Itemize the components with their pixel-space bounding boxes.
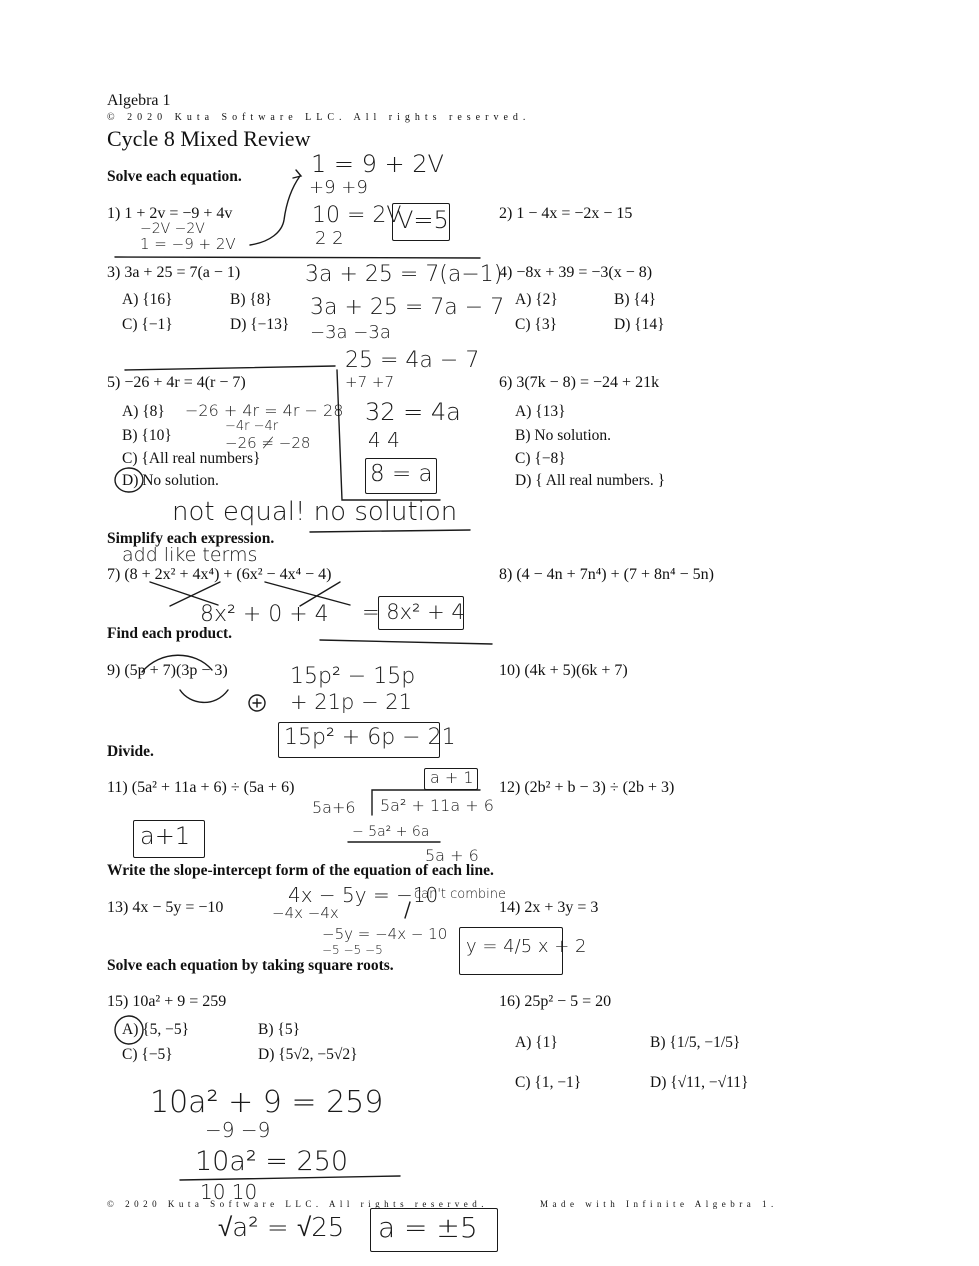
hw-p13-line1: 4x − 5y = −10	[288, 883, 439, 907]
hw-p5-line1: −26 + 4r = 4r − 28	[185, 401, 344, 420]
section-product-heading: Find each product.	[107, 625, 233, 642]
section-divide-heading: Divide.	[107, 743, 154, 760]
hw-p15-line2: −9 −9	[205, 1118, 271, 1142]
hw-p5-note: not equal! no solution	[172, 497, 458, 527]
problem-12: 12) (2b² + b − 3) ÷ (2b + 3)	[499, 779, 675, 796]
p15-answer-circle	[115, 1016, 143, 1044]
note-underline	[310, 530, 470, 532]
problem-15-option-a: A) {5, −5}	[122, 1021, 190, 1038]
p3-divider-line	[115, 257, 480, 258]
p5-top-line	[125, 366, 335, 370]
hw-p7-answer: = 8x² + 4	[362, 600, 465, 624]
worksheet-title: Cycle 8 Mixed Review	[107, 126, 311, 151]
hw-p13-line3: −5y = −4x − 10	[322, 925, 448, 943]
hw-p15-line1: 10a² + 9 = 259	[150, 1085, 384, 1120]
problem-16-option-a: A) {1}	[515, 1034, 558, 1051]
hw-p3-line7: 4 4	[368, 428, 400, 452]
hw-p7-note: add like terms	[122, 544, 258, 566]
problem-15-option-b: B) {5}	[258, 1021, 301, 1038]
p9-foil-arc-bottom	[180, 690, 228, 702]
problem-10: 10) (4k + 5)(6k + 7)	[499, 662, 628, 679]
footer-made-with: Made with Infinite Algebra 1.	[540, 1199, 778, 1209]
hw-p1-line5: −2V −2V	[140, 221, 205, 237]
problem-3: 3) 3a + 25 = 7(a − 1)	[107, 264, 241, 281]
hw-p5-line2: −4r −4r	[225, 419, 279, 434]
section-solve-heading: Solve each equation.	[107, 168, 242, 185]
section-roots-heading: Solve each equation by taking square roots.	[107, 957, 394, 974]
problem-15-option-c: C) {−5}	[122, 1046, 173, 1063]
problem-3-option-c: C) {−1}	[122, 316, 173, 333]
hw-p13-answer: y = 4/5 x + 2	[466, 936, 587, 957]
hw-p11-quotient: a + 1	[430, 768, 474, 787]
hw-p11-divisor: 5a+6	[312, 798, 356, 817]
footer-copyright: © 2020 Kuta Software LLC. All rights reserved.	[107, 1199, 489, 1209]
hw-p9-answer: 15p² + 6p − 21	[284, 725, 456, 750]
hw-p5-line3: −26 ≠ −28	[225, 434, 311, 452]
problem-8: 8) (4 − 4n + 7n⁴) + (7 + 8n⁴ − 5n)	[499, 566, 714, 583]
course-name: Algebra 1	[107, 92, 171, 109]
hw-p15-line5: √a² = √25	[218, 1213, 345, 1243]
hw-p3-line2: 3a + 25 = 7a − 7	[310, 295, 505, 320]
hw-p7-result: 8x² + 0 + 4	[200, 602, 329, 627]
problem-16-option-d: D) {√11, −√11}	[650, 1074, 749, 1091]
problem-5-option-a: A) {8}	[122, 403, 165, 420]
problem-5-option-b: B) {10}	[122, 427, 172, 444]
copyright-line: © 2020 Kuta Software LLC. All rights reserved.	[107, 112, 531, 123]
p9-plus-sign	[253, 699, 261, 707]
hw-p3-line1: 3a + 25 = 7(a−1)	[305, 262, 503, 287]
problem-6-option-a: A) {13}	[515, 403, 566, 420]
p9-foil-arc-top	[142, 655, 212, 672]
problem-7: 7) (8 + 2x² + 4x⁴) + (6x² − 4x⁴ − 4)	[107, 566, 332, 583]
hw-p3-line4: 25 = 4a − 7	[345, 348, 480, 373]
p5-answer-circle	[115, 468, 143, 492]
hw-p11-dividend: 5a² + 11a + 6	[380, 796, 494, 815]
problem-4: 4) −8x + 39 = −3(x − 8)	[499, 264, 653, 281]
problem-4-option-c: C) {3}	[515, 316, 558, 333]
p1-arrow-head	[293, 170, 301, 178]
problem-15: 15) 10a² + 9 = 259	[107, 993, 227, 1010]
hw-p1-line6: 1 = −9 + 2V	[140, 235, 236, 253]
hw-p15-line4: 10 10	[200, 1180, 258, 1204]
p7-underline	[320, 640, 492, 644]
problem-5-option-c: C) {All real numbers}	[122, 450, 261, 467]
hw-p11-subtract: − 5a² + 6a	[352, 824, 430, 840]
problem-4-option-b: B) {4}	[614, 291, 657, 308]
section-simplify-heading: Simplify each expression.	[107, 530, 275, 547]
problem-3-option-d: D) {−13}	[230, 316, 290, 333]
hw-p3-line3: −3a −3a	[310, 322, 391, 343]
hw-p15-line3: 10a² = 250	[195, 1146, 349, 1177]
problem-6-option-d: D) { All real numbers. }	[515, 472, 666, 489]
hw-p9-line2: + 21p − 21	[290, 690, 412, 714]
hw-p11-answer: a+1	[140, 822, 191, 850]
hw-p9-line1: 15p² − 15p	[290, 664, 416, 689]
hw-p15-answer: a = ±5	[378, 1211, 478, 1244]
hw-p3-line6: 32 = 4a	[365, 398, 461, 426]
problem-9: 9) (5p + 7)(3p − 3)	[107, 662, 228, 679]
hw-p13-line4: −5 −5 −5	[322, 943, 383, 957]
problem-4-option-d: D) {14}	[614, 316, 665, 333]
problem-14: 14) 2x + 3y = 3	[499, 899, 599, 916]
problem-5-option-d: D) No solution.	[122, 472, 219, 489]
problem-3-option-a: A) {16}	[122, 291, 173, 308]
problem-6: 6) 3(7k − 8) = −24 + 21k	[499, 374, 660, 391]
section-slope-heading: Write the slope-intercept form of the equation of each line.	[107, 862, 494, 879]
problem-1: 1) 1 + 2v = −9 + 4v	[107, 205, 233, 222]
hw-p13-note: can't combine	[414, 887, 507, 902]
problem-6-option-c: C) {−8}	[515, 450, 566, 467]
hw-p1-line4: 2 2	[315, 228, 344, 249]
problem-6-option-b: B) No solution.	[515, 427, 612, 444]
problem-15-option-d: D) {5√2, −5√2}	[258, 1046, 358, 1063]
hw-p11-remainder: 5a + 6	[425, 846, 479, 865]
problem-13: 13) 4x − 5y = −10	[107, 899, 224, 916]
problem-3-option-b: B) {8}	[230, 291, 273, 308]
hw-p13-line2: −4x −4x	[272, 904, 339, 922]
hw-p3-answer: 8 = a	[370, 461, 433, 487]
problem-16: 16) 25p² − 5 = 20	[499, 993, 612, 1010]
p1-arrow-curve	[250, 176, 300, 245]
problem-2: 2) 1 − 4x = −2x − 15	[499, 205, 633, 222]
problem-16-option-b: B) {1/5, −1/5}	[650, 1034, 741, 1051]
hw-p1-answer: V=5	[397, 206, 449, 234]
problem-11: 11) (5a² + 11a + 6) ÷ (5a + 6)	[107, 779, 295, 796]
hw-p1-line1: 1 = 9 + 2V	[311, 150, 444, 178]
hw-p1-line2: +9 +9	[309, 177, 368, 198]
problem-4-option-a: A) {2}	[515, 291, 558, 308]
hw-p1-line3: 10 = 2V	[312, 203, 402, 228]
hw-p3-line5: +7 +7	[345, 373, 394, 391]
problem-5: 5) −26 + 4r = 4(r − 7)	[107, 374, 246, 391]
problem-16-option-c: C) {1, −1}	[515, 1074, 582, 1091]
